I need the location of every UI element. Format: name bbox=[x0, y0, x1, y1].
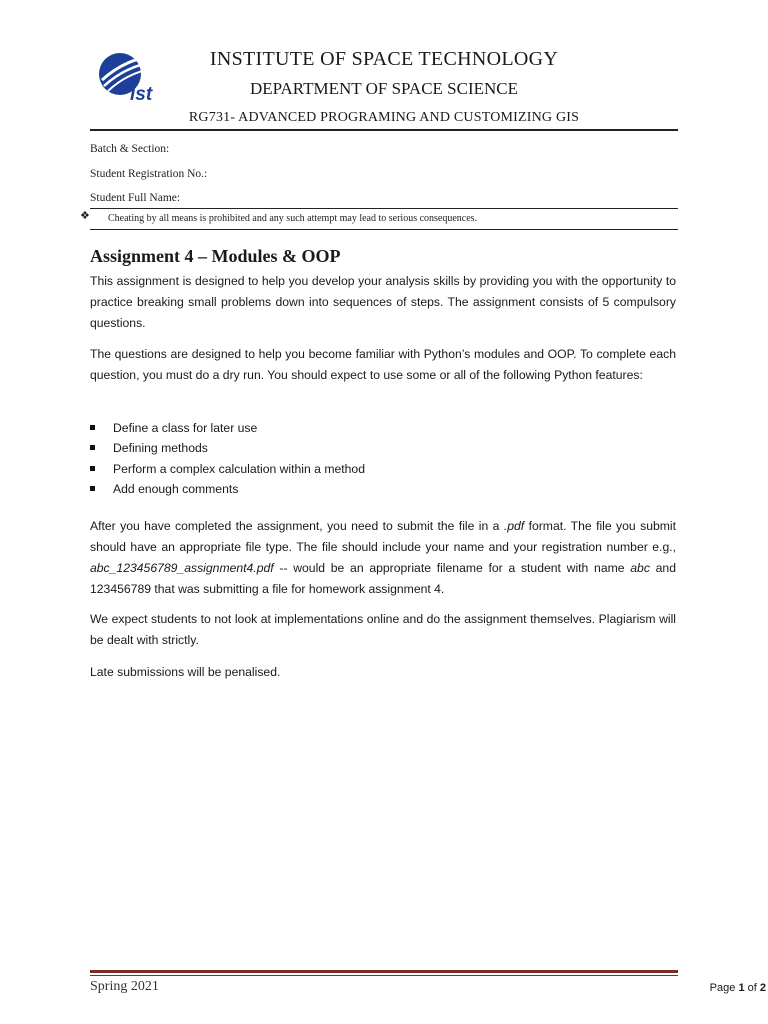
features-list bbox=[90, 418, 365, 499]
footer-term: Spring 2021 bbox=[90, 979, 159, 994]
header-rule bbox=[90, 129, 678, 131]
full-name-label: Student Full Name: bbox=[90, 192, 181, 204]
list-item: Define a class for later use bbox=[90, 418, 365, 438]
info-rule-top bbox=[90, 208, 678, 209]
square-bullet-icon bbox=[90, 445, 95, 450]
department-name: DEPARTMENT OF SPACE SCIENCE bbox=[249, 79, 519, 98]
footer-rule-thin bbox=[90, 975, 678, 976]
batch-section-label: Batch & Section: bbox=[90, 143, 170, 155]
submission-paragraph: After you have completed the assignment, you need to submit the file in a .pdf format. The file you submit should have an appropriate file type. The file should include your name and your registration number e.g., abc_123456789_assignment4.pdf -- would be an appropriate filename for a student with name abc and 123456789 that was submitting a file for homework assignment 4. bbox=[90, 519, 676, 596]
square-bullet-icon bbox=[90, 425, 95, 430]
square-bullet-icon bbox=[90, 486, 95, 491]
footer-rule-thick bbox=[90, 970, 678, 973]
intro-paragraph: This assignment is designed to help you develop your analysis skills by providing you with the opportunity to practice breaking small problems down into sequences of steps. The assignment consists of 5 compulsory questions. bbox=[90, 274, 676, 330]
cheating-warning: Cheating by all means is prohibited and any such attempt may lead to serious consequences. bbox=[108, 213, 478, 224]
info-rule-bottom bbox=[90, 229, 678, 230]
plagiarism-paragraph: We expect students to not look at implementations online and do the assignment themselves. Plagiarism will be dealt with strictly. bbox=[90, 612, 676, 647]
course-title: RG731- ADVANCED PROGRAMING AND CUSTOMIZING GIS bbox=[188, 110, 580, 125]
square-bullet-icon bbox=[90, 466, 95, 471]
page-number: Page 1 of 2 bbox=[709, 982, 766, 994]
institute-name: INSTITUTE OF SPACE TECHNOLOGY bbox=[209, 48, 559, 70]
list-item: Add enough comments bbox=[90, 479, 365, 499]
registration-label: Student Registration No.: bbox=[90, 168, 208, 180]
diamond-bullet-icon: ❖ bbox=[80, 210, 90, 222]
late-submission-note: Late submissions will be penalised. bbox=[90, 665, 281, 679]
list-item: Perform a complex calculation within a method bbox=[90, 459, 365, 479]
assignment-title: Assignment 4 – Modules & OOP bbox=[90, 246, 341, 266]
logo-text: ist bbox=[130, 84, 153, 104]
questions-paragraph: The questions are designed to help you become familiar with Python’s modules and OOP. To complete each question, you must do a dry run. You should expect to use some or all of the following Python features: bbox=[90, 347, 676, 382]
list-item: Defining methods bbox=[90, 438, 365, 458]
